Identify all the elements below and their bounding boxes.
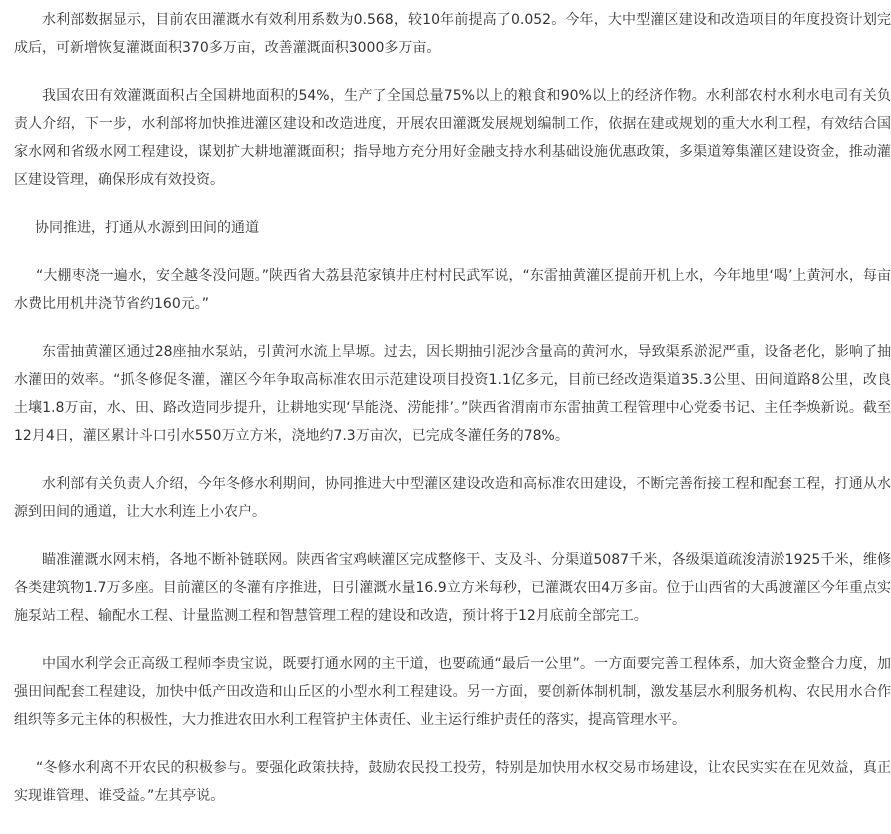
paragraph-water-network-ends: 瞄准灌溉水网末梢，各地不断补链联网。陕西省宝鸡峡灌区完成整修干、支及斗、分渠道5087千米，各级渠道疏浚清淤1925千米，维修各类建筑物1.7万多座。目前灌区的冬灌有序推进，日引灌溉水量16.9立方米每秒，已灌溉农田4万多亩。位于山西省的大禹渡灌区今年重点实施泵站工程、输配水工程、计量监测工程和智慧管理工程的建设和改造，预计将于12月底前全部完工。 (14, 552, 891, 624)
section-subheading: 协同推进，打通从水源到田间的通道 (35, 220, 259, 236)
paragraph-irrigated-area-share: 我国农田有效灌溉面积占全国耕地面积的54%，生产了全国总量75%以上的粮食和90%以上的经济作物。水利部农村水利水电司有关负责人介绍，下一步，水利部将加快推进灌区建设和改造进度，开展农田灌溉发展规划编制工作，依据在建或规划的重大水利工程，有效结合国家水网和省级水网工程建设，谋划扩大耕地灌溉面积；指导地方充分用好金融支持水利基础设施优惠政策，多渠道筹集灌区建设资金，推动灌区建设管理，确保形成有效投资。 (14, 88, 891, 188)
paragraph-irrigation-efficiency: 水利部数据显示，目前农田灌溉水有效利用系数为0.568，较10年前提高了0.052。今年，大中型灌区建设和改造项目的年度投资计划完成后，可新增恢复灌溉面积370多万亩，改善灌溉面积3000多万亩。 (14, 12, 891, 56)
paragraph-closing-quote: “冬修水利离不开农民的积极参与。要强化政策扶持，鼓励农民投工投劳，特别是加快用水权交易市场建设，让农民实实在在见效益，真正实现谁管理、谁受益。”左其亭说。 (14, 760, 891, 804)
paragraph-villager-quote: “大棚枣浇一遍水，安全越冬没问题。”陕西省大荔县范家镇井庄村村民武军说，“东雷抽黄灌区提前开机上水，今年地里‘喝’上黄河水，每亩水费比用机井浇节省约160元。” (14, 268, 891, 312)
paragraph-ministry-coordination: 水利部有关负责人介绍，今年冬修水利期间，协同推进大中型灌区建设改造和高标准农田建设，不断完善衔接工程和配套工程，打通从水源到田间的通道，让大水利连上小农户。 (14, 476, 891, 520)
paragraph-expert-opinion: 中国水利学会正高级工程师李贵宝说，既要打通水网的主干道，也要疏通“最后一公里”。一方面要完善工程体系，加大资金整合力度，加强田间配套工程建设，加快中低产田改造和山丘区的小型水利工程建设。另一方面，要创新体制机制，激发基层水利服务机构、农民用水合作组织等多元主体的积极性，大力推进农田水利工程管护主体责任、业主运行维护责任的落实，提高管理水平。 (14, 656, 891, 728)
paragraph-donglei-irrigation: 东雷抽黄灌区通过28座抽水泵站，引黄河水流上旱塬。过去，因长期抽引泥沙含量高的黄河水，导致渠系淤泥严重，设备老化，影响了抽水灌田的效率。“抓冬修促冬灌，灌区今年争取高标准农田示范建设项目投资1.1亿多元，目前已经改造渠道35.3公里、田间道路8公里，改良土壤1.8万亩，水、田、路改造同步提升，让耕地实现‘旱能浇、涝能排’。”陕西省渭南市东雷抽黄工程管理中心党委书记、主任李焕新说。截至12月4日，灌区累计斗口引水550万立方米，浇地约7.3万亩次，已完成冬灌任务的78%。 (14, 344, 891, 444)
